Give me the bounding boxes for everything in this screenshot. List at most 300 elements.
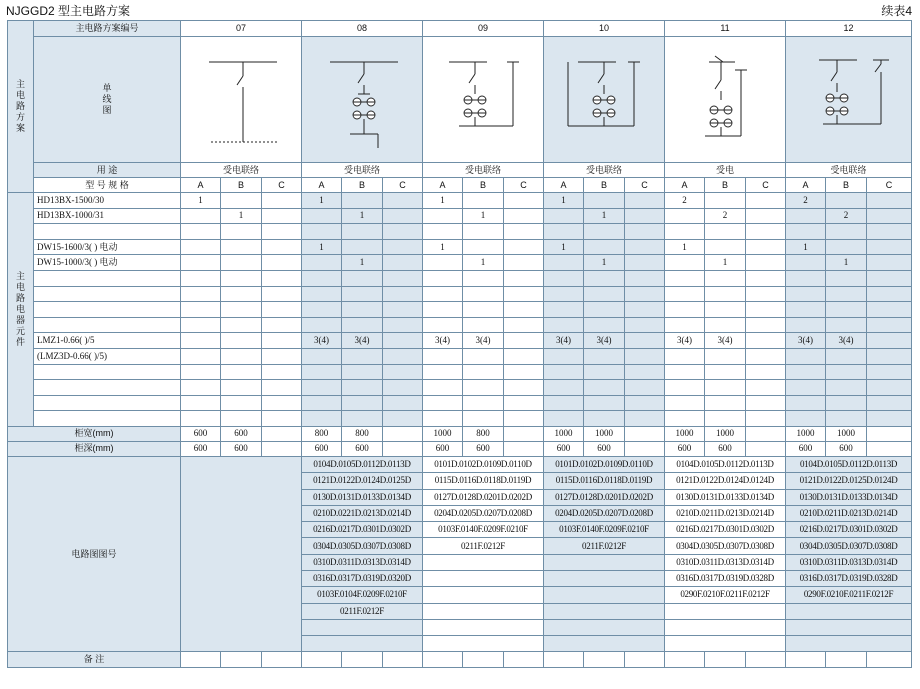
component-qty bbox=[786, 348, 826, 364]
component-qty bbox=[705, 380, 746, 396]
drawing-number-09 bbox=[423, 570, 544, 586]
phase-label: A bbox=[544, 178, 584, 193]
component-qty bbox=[705, 239, 746, 255]
component-qty bbox=[826, 239, 867, 255]
component-name bbox=[34, 317, 181, 333]
vertical-label-char: 电 bbox=[15, 281, 25, 292]
drawing-number-10 bbox=[544, 619, 665, 635]
diagram-cell-08 bbox=[302, 37, 423, 163]
component-qty bbox=[262, 317, 302, 333]
component-qty bbox=[504, 255, 544, 271]
cabinet-width-label: 柜宽(mm) bbox=[8, 426, 181, 441]
component-qty bbox=[221, 333, 262, 349]
cabinet-depth-value: 600 bbox=[826, 441, 867, 456]
component-qty bbox=[262, 224, 302, 240]
component-qty bbox=[463, 224, 504, 240]
component-qty bbox=[262, 395, 302, 411]
component-qty bbox=[221, 193, 262, 209]
component-qty bbox=[867, 270, 912, 286]
component-qty bbox=[423, 317, 463, 333]
component-qty bbox=[786, 411, 826, 427]
component-qty bbox=[746, 317, 786, 333]
drawing-number-10 bbox=[544, 587, 665, 603]
component-qty bbox=[867, 333, 912, 349]
remarks-label: 备 注 bbox=[8, 652, 181, 668]
component-qty bbox=[342, 193, 383, 209]
phase-label: A bbox=[786, 178, 826, 193]
drawing-number-11: 0216D.0217D.0301D.0302D bbox=[665, 522, 786, 538]
component-qty bbox=[463, 193, 504, 209]
component-qty bbox=[705, 224, 746, 240]
component-qty bbox=[463, 239, 504, 255]
component-qty bbox=[383, 286, 423, 302]
component-qty: 1 bbox=[423, 193, 463, 209]
component-qty: 3(4) bbox=[665, 333, 705, 349]
drawing-number-10 bbox=[544, 603, 665, 619]
component-qty bbox=[746, 224, 786, 240]
component-qty bbox=[383, 364, 423, 380]
component-qty bbox=[181, 380, 221, 396]
phase-label: A bbox=[423, 178, 463, 193]
component-qty bbox=[584, 348, 625, 364]
component-qty bbox=[221, 239, 262, 255]
phase-label: C bbox=[746, 178, 786, 193]
component-qty bbox=[302, 364, 342, 380]
component-qty bbox=[867, 224, 912, 240]
scheme-number-08: 08 bbox=[302, 21, 423, 37]
remarks-cell bbox=[504, 652, 544, 668]
cabinet-depth-value: 600 bbox=[544, 441, 584, 456]
cabinet-width-value: 800 bbox=[342, 426, 383, 441]
table-cell bbox=[867, 441, 912, 456]
component-qty bbox=[342, 348, 383, 364]
component-qty bbox=[423, 364, 463, 380]
remarks-cell bbox=[302, 652, 342, 668]
usage-value: 受电联络 bbox=[544, 163, 665, 178]
component-name bbox=[34, 395, 181, 411]
cabinet-depth-value: 600 bbox=[705, 441, 746, 456]
usage-value: 受电联络 bbox=[786, 163, 912, 178]
component-qty: 1 bbox=[221, 208, 262, 224]
scheme-number-11: 11 bbox=[665, 21, 786, 37]
component-qty bbox=[786, 270, 826, 286]
component-qty: 1 bbox=[342, 255, 383, 271]
drawing-cell-07 bbox=[181, 456, 302, 652]
component-qty bbox=[544, 348, 584, 364]
component-name: HD13BX-1500/30 bbox=[34, 193, 181, 209]
component-qty: 2 bbox=[786, 193, 826, 209]
component-qty bbox=[342, 270, 383, 286]
drawing-number-09 bbox=[423, 603, 544, 619]
cabinet-width-value: 1000 bbox=[665, 426, 705, 441]
component-qty bbox=[705, 286, 746, 302]
cabinet-width-value: 1000 bbox=[826, 426, 867, 441]
component-qty: 1 bbox=[302, 239, 342, 255]
component-qty bbox=[504, 224, 544, 240]
component-qty: 1 bbox=[181, 193, 221, 209]
usage-value: 受电联络 bbox=[181, 163, 302, 178]
component-qty bbox=[221, 395, 262, 411]
component-qty bbox=[746, 286, 786, 302]
cabinet-width-value: 1000 bbox=[584, 426, 625, 441]
drawing-number-10: 0127D.0128D.0201D.0202D bbox=[544, 489, 665, 505]
component-qty bbox=[342, 411, 383, 427]
drawing-number-09: 0115D.0116D.0118D.0119D bbox=[423, 473, 544, 489]
component-qty bbox=[181, 239, 221, 255]
component-qty bbox=[383, 208, 423, 224]
component-qty bbox=[625, 364, 665, 380]
drawing-number-09 bbox=[423, 619, 544, 635]
phase-label: A bbox=[181, 178, 221, 193]
drawing-number-09 bbox=[423, 636, 544, 652]
phase-label: B bbox=[221, 178, 262, 193]
component-qty bbox=[746, 270, 786, 286]
component-qty: 2 bbox=[826, 208, 867, 224]
cabinet-depth-value: 600 bbox=[181, 441, 221, 456]
component-qty bbox=[463, 411, 504, 427]
component-qty bbox=[746, 411, 786, 427]
remarks-cell bbox=[625, 652, 665, 668]
vertical-label-char: 元 bbox=[15, 325, 25, 336]
drawing-number-08: 0104D.0105D.0112D.0113D bbox=[302, 456, 423, 472]
component-qty bbox=[181, 286, 221, 302]
component-qty bbox=[302, 395, 342, 411]
table-cell bbox=[625, 426, 665, 441]
component-qty bbox=[504, 380, 544, 396]
drawing-number-09: 0103F.0140F.0209F.0210F bbox=[423, 522, 544, 538]
phase-label: C bbox=[383, 178, 423, 193]
table-cell bbox=[746, 441, 786, 456]
remarks-cell bbox=[584, 652, 625, 668]
cabinet-depth-value: 600 bbox=[423, 441, 463, 456]
component-qty bbox=[504, 411, 544, 427]
component-qty bbox=[221, 348, 262, 364]
drawing-number-09 bbox=[423, 554, 544, 570]
drawing-number-09: 0211F.0212F bbox=[423, 538, 544, 554]
spec-label: 型 号 规 格 bbox=[34, 178, 181, 193]
table-cell bbox=[625, 441, 665, 456]
component-qty bbox=[826, 411, 867, 427]
component-qty bbox=[302, 302, 342, 318]
component-qty bbox=[826, 380, 867, 396]
drawing-number-11 bbox=[665, 619, 786, 635]
component-qty bbox=[221, 411, 262, 427]
component-qty bbox=[544, 411, 584, 427]
phase-label: B bbox=[342, 178, 383, 193]
component-qty bbox=[786, 224, 826, 240]
component-qty bbox=[423, 411, 463, 427]
component-qty bbox=[262, 239, 302, 255]
component-qty bbox=[544, 286, 584, 302]
drawing-number-12: 0310D.0311D.0313D.0314D bbox=[786, 554, 912, 570]
component-qty bbox=[463, 395, 504, 411]
phase-label: C bbox=[262, 178, 302, 193]
component-qty bbox=[665, 255, 705, 271]
cabinet-width-value: 600 bbox=[221, 426, 262, 441]
component-qty bbox=[665, 302, 705, 318]
component-qty bbox=[504, 317, 544, 333]
cabinet-width-value: 800 bbox=[302, 426, 342, 441]
component-qty bbox=[504, 286, 544, 302]
vertical-label-char: 方 bbox=[15, 112, 25, 122]
component-qty bbox=[705, 348, 746, 364]
component-qty bbox=[463, 380, 504, 396]
component-qty bbox=[867, 411, 912, 427]
component-qty bbox=[262, 286, 302, 302]
component-qty bbox=[826, 348, 867, 364]
component-qty bbox=[302, 255, 342, 271]
component-qty bbox=[625, 239, 665, 255]
single-line-diagram bbox=[185, 40, 297, 160]
component-qty bbox=[181, 333, 221, 349]
component-name bbox=[34, 224, 181, 240]
component-qty bbox=[504, 239, 544, 255]
component-qty bbox=[504, 193, 544, 209]
drawing-number-08: 0210D.0221D.0213D.0214D bbox=[302, 505, 423, 521]
component-qty: 2 bbox=[705, 208, 746, 224]
scheme-number-07: 07 bbox=[181, 21, 302, 37]
component-qty bbox=[826, 286, 867, 302]
component-qty bbox=[181, 411, 221, 427]
component-qty bbox=[302, 224, 342, 240]
component-qty bbox=[625, 270, 665, 286]
drawing-number-11: 0290F.0210F.0211F.0212F bbox=[665, 587, 786, 603]
component-qty bbox=[867, 302, 912, 318]
component-qty bbox=[826, 224, 867, 240]
remarks-cell bbox=[867, 652, 912, 668]
component-qty: 1 bbox=[463, 255, 504, 271]
component-qty bbox=[302, 348, 342, 364]
usage-value: 受电联络 bbox=[423, 163, 544, 178]
table-cell bbox=[867, 426, 912, 441]
component-qty bbox=[584, 239, 625, 255]
component-qty bbox=[867, 380, 912, 396]
component-name bbox=[34, 286, 181, 302]
component-qty bbox=[625, 193, 665, 209]
remarks-cell bbox=[181, 652, 221, 668]
component-qty bbox=[867, 364, 912, 380]
component-qty bbox=[342, 286, 383, 302]
component-qty bbox=[302, 380, 342, 396]
component-qty bbox=[302, 411, 342, 427]
cabinet-width-value: 1000 bbox=[544, 426, 584, 441]
component-qty bbox=[867, 286, 912, 302]
component-qty: 1 bbox=[342, 208, 383, 224]
drawing-number-08: 0310D.0311D.0313D.0314D bbox=[302, 554, 423, 570]
drawing-number-12: 0130D.0131D.0133D.0134D bbox=[786, 489, 912, 505]
drawing-number-10 bbox=[544, 554, 665, 570]
component-qty bbox=[746, 380, 786, 396]
component-qty: 3(4) bbox=[705, 333, 746, 349]
cabinet-width-value: 1000 bbox=[786, 426, 826, 441]
component-name bbox=[34, 364, 181, 380]
component-qty bbox=[584, 364, 625, 380]
component-qty bbox=[544, 380, 584, 396]
component-qty bbox=[342, 380, 383, 396]
component-name: DW15-1600/3( ) 电动 bbox=[34, 239, 181, 255]
drawing-number-09: 0101D.0102D.0109D.0110D bbox=[423, 456, 544, 472]
component-qty bbox=[342, 239, 383, 255]
component-qty bbox=[584, 302, 625, 318]
component-qty bbox=[786, 208, 826, 224]
component-qty bbox=[786, 255, 826, 271]
component-qty bbox=[423, 302, 463, 318]
component-qty: 1 bbox=[665, 239, 705, 255]
component-qty bbox=[342, 395, 383, 411]
component-qty: 1 bbox=[584, 255, 625, 271]
component-name: LMZ1-0.66( )/5 bbox=[34, 333, 181, 349]
component-qty bbox=[342, 302, 383, 318]
cabinet-depth-value: 600 bbox=[584, 441, 625, 456]
component-qty bbox=[423, 208, 463, 224]
component-name: (LMZ3D-0.66( )/5) bbox=[34, 348, 181, 364]
component-qty bbox=[342, 364, 383, 380]
phase-label: B bbox=[463, 178, 504, 193]
component-qty bbox=[746, 333, 786, 349]
remarks-cell bbox=[826, 652, 867, 668]
drawing-number-11: 0310D.0311D.0313D.0314D bbox=[665, 554, 786, 570]
component-qty bbox=[544, 364, 584, 380]
component-qty bbox=[383, 333, 423, 349]
component-qty: 3(4) bbox=[342, 333, 383, 349]
component-qty bbox=[665, 364, 705, 380]
component-qty bbox=[625, 411, 665, 427]
component-qty bbox=[302, 317, 342, 333]
table-cell bbox=[262, 441, 302, 456]
component-qty: 1 bbox=[786, 239, 826, 255]
component-qty bbox=[302, 270, 342, 286]
component-qty bbox=[705, 364, 746, 380]
single-line-diagram bbox=[669, 40, 781, 160]
cabinet-depth-label: 柜深(mm) bbox=[8, 441, 181, 456]
cabinet-depth-value: 600 bbox=[786, 441, 826, 456]
component-qty bbox=[665, 224, 705, 240]
component-qty bbox=[867, 348, 912, 364]
vertical-label-char: 单 bbox=[102, 83, 112, 93]
drawing-number-12: 0210D.0211D.0213D.0214D bbox=[786, 505, 912, 521]
drawing-number-08: 0130D.0131D.0133D.0134D bbox=[302, 489, 423, 505]
component-qty bbox=[383, 270, 423, 286]
component-qty bbox=[584, 193, 625, 209]
component-qty bbox=[544, 395, 584, 411]
component-qty: 3(4) bbox=[463, 333, 504, 349]
component-qty bbox=[181, 364, 221, 380]
drawing-number-11: 0121D.0122D.0124D.0124D bbox=[665, 473, 786, 489]
component-qty bbox=[181, 270, 221, 286]
remarks-cell bbox=[262, 652, 302, 668]
table-cell bbox=[262, 426, 302, 441]
drawing-number-08: 0216D.0217D.0301D.0302D bbox=[302, 522, 423, 538]
component-qty bbox=[867, 193, 912, 209]
component-qty bbox=[423, 224, 463, 240]
drawing-number-09 bbox=[423, 587, 544, 603]
component-qty bbox=[383, 395, 423, 411]
component-qty bbox=[705, 302, 746, 318]
component-qty bbox=[423, 380, 463, 396]
vertical-label-char: 案 bbox=[15, 123, 25, 133]
component-qty bbox=[625, 286, 665, 302]
component-qty bbox=[463, 348, 504, 364]
component-qty bbox=[504, 364, 544, 380]
component-qty bbox=[544, 255, 584, 271]
component-qty bbox=[746, 302, 786, 318]
vertical-label-char: 器 bbox=[15, 314, 25, 325]
scheme-number-09: 09 bbox=[423, 21, 544, 37]
component-qty bbox=[746, 364, 786, 380]
drawing-number-12: 0304D.0305D.0307D.0308D bbox=[786, 538, 912, 554]
drawing-number-12 bbox=[786, 603, 912, 619]
component-qty bbox=[584, 224, 625, 240]
vertical-label-char: 电 bbox=[15, 90, 25, 100]
component-qty bbox=[665, 411, 705, 427]
component-qty: 1 bbox=[584, 208, 625, 224]
drawing-number-08: 0121D.0122D.0124D.0125D bbox=[302, 473, 423, 489]
component-qty bbox=[504, 208, 544, 224]
vertical-label-char: 路 bbox=[15, 292, 25, 303]
component-qty bbox=[786, 395, 826, 411]
single-line-label bbox=[34, 37, 181, 163]
phase-label: B bbox=[705, 178, 746, 193]
component-qty bbox=[584, 317, 625, 333]
single-line-diagram bbox=[306, 40, 418, 160]
table-cell bbox=[746, 426, 786, 441]
component-qty bbox=[262, 411, 302, 427]
component-qty: 1 bbox=[463, 208, 504, 224]
component-qty bbox=[383, 239, 423, 255]
diagram-cell-09 bbox=[423, 37, 544, 163]
component-qty bbox=[221, 302, 262, 318]
drawing-number-12: 0121D.0122D.0125D.0124D bbox=[786, 473, 912, 489]
component-qty bbox=[544, 270, 584, 286]
component-qty bbox=[705, 193, 746, 209]
component-qty bbox=[746, 395, 786, 411]
component-qty bbox=[625, 302, 665, 318]
component-qty bbox=[504, 333, 544, 349]
component-qty: 3(4) bbox=[544, 333, 584, 349]
drawing-number-09: 0127D.0128D.0201D.0202D bbox=[423, 489, 544, 505]
cabinet-depth-value: 600 bbox=[221, 441, 262, 456]
phase-label: B bbox=[826, 178, 867, 193]
cabinet-width-value: 1000 bbox=[423, 426, 463, 441]
vertical-label-char: 主 bbox=[15, 270, 25, 281]
phase-label: A bbox=[665, 178, 705, 193]
component-qty bbox=[625, 317, 665, 333]
side-label-scheme bbox=[8, 21, 34, 193]
remarks-cell bbox=[544, 652, 584, 668]
component-qty bbox=[463, 270, 504, 286]
component-qty bbox=[181, 302, 221, 318]
component-qty bbox=[504, 302, 544, 318]
component-qty bbox=[423, 270, 463, 286]
component-qty bbox=[665, 286, 705, 302]
scheme-number-12: 12 bbox=[786, 21, 912, 37]
vertical-label-char: 路 bbox=[15, 101, 25, 111]
remarks-cell bbox=[423, 652, 463, 668]
component-qty bbox=[665, 348, 705, 364]
component-qty bbox=[826, 302, 867, 318]
component-qty bbox=[867, 395, 912, 411]
vertical-label-char: 件 bbox=[15, 336, 25, 347]
component-qty bbox=[746, 193, 786, 209]
component-qty bbox=[705, 317, 746, 333]
component-qty bbox=[383, 380, 423, 396]
component-qty bbox=[383, 411, 423, 427]
component-qty bbox=[342, 317, 383, 333]
component-qty bbox=[544, 208, 584, 224]
drawing-number-12: 0290F.0210F.0211F.0212F bbox=[786, 587, 912, 603]
vertical-label-char: 电 bbox=[15, 303, 25, 314]
vertical-label-char: 线 bbox=[102, 94, 112, 104]
